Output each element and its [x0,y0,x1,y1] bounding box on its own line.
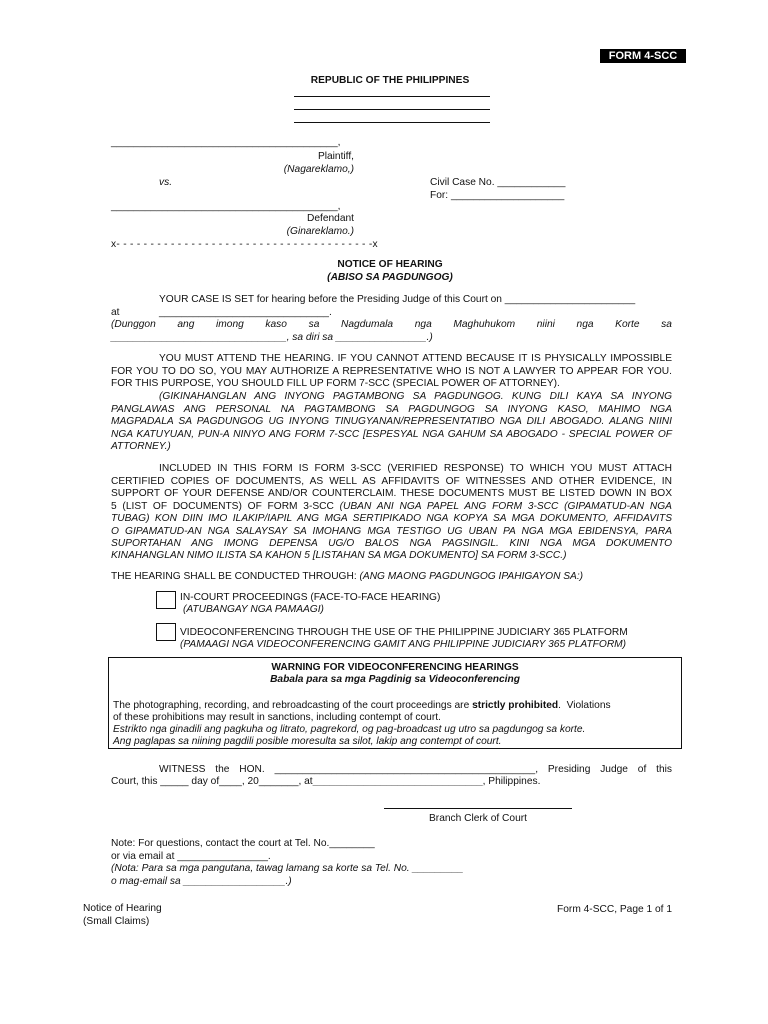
republic-heading: REPUBLIC OF THE PHILIPPINES [310,75,470,86]
hearing-line-cebuano-2: _______________________________, sa diri sa ________________.) [111,332,433,343]
word: (Dunggon [111,319,156,330]
videoconference-option-cebuano: (PAMAAGI NGA VIDEOCONFERENCING GAMIT ANG PHILIPPINE JUDICIARY 365 PLATFORM) [180,639,627,650]
videoconference-checkbox[interactable] [156,623,176,641]
notice-title: NOTICE OF HEARING [337,259,443,270]
included-line-4-english: 5 (LIST OF DOCUMENTS) OF FORM 3-SCC [111,501,340,512]
word: imong [216,319,244,330]
attend-cebuano-4: NGA KATUYUAN, PUN-A NINYO ANG FORM 7-SCC [ESPESYAL NGA GAHUM SA ABOGADO - SPECIAL POWER OF [111,429,672,440]
note-line-2: or via email at ________________. [111,851,271,862]
included-cebuano-2: O GIPAMATUD-AN NGA SALAYSAY SA IMOHANG MGA TESTIGO UG UBAN PA NGA MGA EBIDENSYA, PARA [111,526,672,537]
word: sa [308,319,320,330]
clerk-signature-line [384,808,572,809]
plaintiff-label-cebuano: (Nagareklamo,) [283,164,354,175]
attend-cebuano-5: ATTORNEY.) [111,441,171,452]
hearing-at-label: at [111,307,120,318]
attend-line-3: FOR THIS PURPOSE, YOU SHOULD FILL UP FORM 7-SCC (SPECIAL POWER OF ATTORNEY). [111,378,560,389]
warning-title: WARNING FOR VIDEOCONFERENCING HEARINGS [271,662,519,673]
case-for-field: For: ____________________ [430,190,565,201]
warning-text-2: of these prohibitions may result in sanctions, including contempt of court. [113,712,441,723]
defendant-name-line: ________________________________________, [111,201,341,212]
attend-cebuano-3: MAGPADALA SA PAGDUNGOG UG INYONG TINUGYANAN/REPRESENTATIBO NGA DILI ABOGADO. ALANG NIINI [111,416,672,427]
defendant-label-cebuano: (Ginareklamo.) [286,226,354,237]
hearing-mode-lead-cebuano: (ANG MAONG PAGDUNGOG IPAHIGAYON SA:) [359,571,584,582]
witness-line-1: WITNESS the HON. ______________________________________________, Presiding Judge of this [159,764,672,775]
footer-form-subtitle: (Small Claims) [83,916,150,927]
hearing-at-blank: ______________________________. [159,307,332,318]
note-line-4: o mag-email sa __________________.) [111,876,292,887]
included-line-1: INCLUDED IN THIS FORM IS FORM 3-SCC (VERIFIED RESPONSE) TO WHICH YOU MUST ATTACH [159,463,672,474]
in-court-checkbox[interactable] [156,591,176,609]
warning-subtitle: Babala para sa mga Pagdinig sa Videoconferencing [270,674,520,685]
footer-page-number: Form 4-SCC, Page 1 of 1 [557,904,672,915]
word: ang [177,319,195,330]
warning-text-1c: . Violations [558,700,611,711]
in-court-option-cebuano: (ATUBANGAY NGA PAMAAGI) [183,604,324,615]
defendant-label: Defendant [306,213,354,224]
warning-text-4: Ang paglapas sa niining pagdili posible moresulta sa silot, lakip ang contempt of court. [113,736,502,747]
civil-case-number-field: Civil Case No. ____________ [430,177,566,188]
attend-line-2: FOR YOU TO DO SO, YOU MAY AUTHORIZE A REPRESENTATIVE WHO IS NOT A LAWYER TO APPEAR FOR YOU. [111,366,672,377]
word: nga [576,319,594,330]
court-name-line-3 [294,122,490,123]
attend-cebuano-1: (GIKINAHANGLAN ANG INYONG PAGTAMBONG SA PAGDUNGOG. KUNG DILI KAYA SA INYONG [159,391,672,402]
witness-country: , Philippines. [482,776,541,787]
warning-strictly-prohibited: strictly prohibited [472,700,559,711]
attend-line-1: YOU MUST ATTEND THE HEARING. IF YOU CANNOT ATTEND BECAUSE IT IS PHYSICALLY IMPOSSIBLE [159,353,672,364]
hearing-mode-lead-english: THE HEARING SHALL BE CONDUCTED THROUGH: [111,571,360,582]
plaintiff-label: Plaintiff, [317,151,354,162]
versus-label: vs. [159,177,173,188]
note-line-3: (Nota: Para sa mga pangutana, tawag lamang sa korte sa Tel. No. _________ [111,863,464,874]
attend-cebuano-2: PANGLAWAS ANG PERSONAL NA PAGTAMBONG SA PAGDUNGOG SA INYONG KASO, MAHIMO NGA [111,404,672,415]
videoconference-option-label: VIDEOCONFERENCING THROUGH THE USE OF THE PHILIPPINE JUDICIARY 365 PLATFORM [180,627,628,638]
court-name-line-1 [294,96,490,97]
word: Nagdumala [341,319,394,330]
word: Korte [615,319,640,330]
warning-text-3: Estrikto nga ginadili ang pagkuha og litrato, pagrekord, og pag-broadcast ug utro sa pagdungog sa korte. [113,724,586,735]
witness-place-blank: ______________________________ [312,776,483,787]
included-line-2: CERTIFIED COPIES OF DOCUMENTS, AS WELL AS AFFIDAVITS OF WITNESSES AND OTHER EVIDENCE, IN [111,476,672,487]
note-line-1: Note: For questions, contact the court at Tel. No.________ [111,838,375,849]
hearing-date-line: YOUR CASE IS SET for hearing before the Presiding Judge of this Court on _______________________ [159,294,636,305]
word: sa [661,319,672,330]
witness-date-text: Court, this _____ day of____, 20_______, at [111,776,313,787]
included-cebuano-3: SUPORTAHAN ANG IMONG DEPENSA UG/O BALOS NGA PAGSINGIL. KINI NGA MGA DOKUMENTO [111,538,672,549]
included-cebuano-4: KINAHANGLAN NIMO ILISTA SA KAHON 5 [LISTAHAN SA MGA DOKUMENTO] SA FORM 3-SCC.) [111,550,567,561]
word: niini [536,319,555,330]
court-name-line-2 [294,109,490,110]
word: nga [414,319,432,330]
hearing-line-cebuano-1 [111,318,672,331]
word: Maghuhukom [453,319,516,330]
warning-text-1a: The photographing, recording, and rebroadcasting of the court proceedings are [113,700,473,711]
branch-clerk-label: Branch Clerk of Court [429,813,527,824]
form-number-tag: FORM 4-SCC [600,49,686,63]
included-line-4-cebuano: (UBAN ANI NGA PAPEL ANG FORM 3-SCC (GIPAMATUD-AN NGA [339,501,672,512]
notice-title-cebuano: (ABISO SA PAGDUNGOG) [327,272,453,283]
included-line-3: SUPPORT OF YOUR DEFENSE AND/OR COUNTERCLAIM. THESE DOCUMENTS MUST BE LISTED DOWN IN BOX [111,488,672,499]
included-cebuano-1: TUBAG) KON DIIN IMO ILAKIP/IAPIL ANG MGA SERTIPIKADO NGA KOPYA SA MGA DOKUMENTO, AFFIDAVITS [111,513,672,524]
word: kaso [265,319,287,330]
hearing-mode-lead [111,570,583,583]
in-court-option-label: IN-COURT PROCEEDINGS (FACE-TO-FACE HEARING) [180,592,441,603]
witness-line-2 [111,775,540,788]
caption-divider: x- - - - - - - - - - - - - - - - - - - - - - - - - - - - - - - - - - - - - -x [111,239,378,250]
plaintiff-name-line: ________________________________________, [111,137,341,148]
footer-form-title: Notice of Hearing [83,903,162,914]
